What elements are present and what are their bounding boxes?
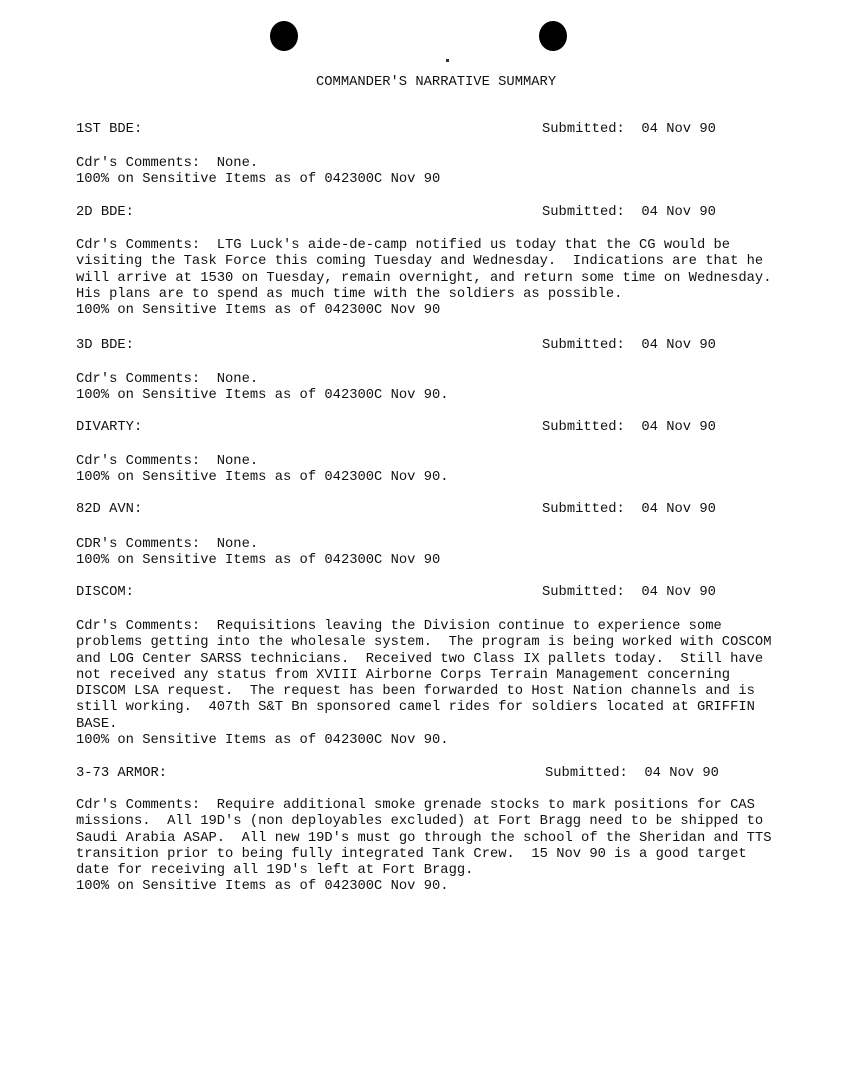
comment-line: problems getting into the wholesale system. The program is being worked with COSCOM — [76, 635, 772, 651]
comment-line: Cdr's Comments: Require additional smoke grenade stocks to mark positions for CAS — [76, 798, 755, 813]
submitted-date: 04 Nov 90 — [641, 205, 716, 220]
unit-comments — [76, 798, 771, 896]
submitted-label: Submitted: — [542, 420, 625, 435]
unit-comments — [76, 454, 449, 487]
submitted-line — [542, 502, 716, 518]
submitted-label: Submitted: — [542, 122, 625, 137]
submitted-line — [542, 585, 716, 601]
submitted-label: Submitted: — [545, 766, 628, 781]
unit-comments — [76, 372, 449, 405]
submitted-label: Submitted: — [542, 205, 625, 220]
comment-line: date for receiving all 19D's left at Fort Bragg. — [76, 863, 474, 879]
comment-line: and LOG Center SARSS technicians. Received two Class IX pallets today. Still have — [76, 651, 764, 667]
comment-line: Cdr's Comments: None. — [76, 372, 259, 387]
comment-line: BASE. — [76, 716, 118, 732]
submitted-label: Submitted: — [542, 502, 625, 517]
comment-line: Cdr's Comments: LTG Luck's aide-de-camp notified us today that the CG would be — [76, 238, 731, 253]
comment-line: 100% on Sensitive Items as of 042300C Nov 90 — [76, 303, 441, 319]
comment-line: will arrive at 1530 on Tuesday, remain overnight, and return some time on Wednesday. — [76, 270, 772, 286]
comment-line: transition prior to being fully integrated Tank Crew. 15 Nov 90 is a good target — [76, 846, 747, 862]
comment-line: 100% on Sensitive Items as of 042300C Nov 90 — [76, 172, 441, 188]
comment-line: CDR's Comments: None. — [76, 537, 259, 552]
submitted-date: 04 Nov 90 — [641, 338, 716, 353]
unit-heading: 82D AVN: — [76, 502, 143, 517]
submitted-date: 04 Nov 90 — [641, 585, 716, 600]
comment-line: 100% on Sensitive Items as of 042300C Nov 90. — [76, 470, 449, 486]
comment-line: missions. All 19D's (non deployables excluded) at Fort Bragg need to be shipped to — [76, 814, 764, 830]
comment-line: not received any status from XVIII Airborne Corps Terrain Management concerning — [76, 667, 731, 683]
unit-comments — [76, 238, 771, 319]
submitted-date: 04 Nov 90 — [644, 766, 719, 781]
submitted-line — [542, 205, 716, 221]
punch-hole-left — [270, 21, 298, 51]
comment-line: Cdr's Comments: None. — [76, 156, 259, 171]
comment-line: DISCOM LSA request. The request has been forwarded to Host Nation channels and is — [76, 684, 755, 700]
submitted-line — [542, 420, 716, 436]
unit-heading: 2D BDE: — [76, 205, 134, 220]
unit-heading: DIVARTY: — [76, 420, 143, 435]
submitted-date: 04 Nov 90 — [641, 502, 716, 517]
comment-line: Saudi Arabia ASAP. All new 19D's must go through the school of the Sheridan and TTS — [76, 830, 772, 846]
comment-line: 100% on Sensitive Items as of 042300C Nov 90 — [76, 553, 441, 569]
unit-heading: 3D BDE: — [76, 338, 134, 353]
comment-line: Cdr's Comments: None. — [76, 454, 259, 469]
comment-line: 100% on Sensitive Items as of 042300C Nov 90. — [76, 733, 449, 749]
comment-line: 100% on Sensitive Items as of 042300C Nov 90. — [76, 879, 449, 895]
unit-comments — [76, 156, 440, 189]
submitted-date: 04 Nov 90 — [641, 122, 716, 137]
submitted-line — [545, 766, 719, 782]
submitted-label: Submitted: — [542, 338, 625, 353]
submitted-line — [542, 338, 716, 354]
comment-line: still working. 407th S&T Bn sponsored camel rides for soldiers located at GRIFFIN — [76, 700, 755, 716]
unit-heading: 1ST BDE: — [76, 122, 143, 137]
submitted-date: 04 Nov 90 — [641, 420, 716, 435]
submitted-label: Submitted: — [542, 585, 625, 600]
unit-heading: DISCOM: — [76, 585, 134, 600]
unit-heading: 3-73 ARMOR: — [76, 766, 168, 781]
document-title: COMMANDER'S NARRATIVE SUMMARY — [316, 75, 557, 90]
unit-comments — [76, 619, 771, 749]
comment-line: Cdr's Comments: Requisitions leaving the Division continue to experience some — [76, 619, 722, 634]
unit-comments — [76, 537, 440, 570]
scan-speck — [446, 59, 449, 62]
comment-line: 100% on Sensitive Items as of 042300C Nov 90. — [76, 388, 449, 404]
comment-line: visiting the Task Force this coming Tuesday and Wednesday. Indications are that he — [76, 254, 764, 270]
comment-line: His plans are to spend as much time with the soldiers as possible. — [76, 286, 623, 302]
submitted-line — [542, 122, 716, 138]
punch-hole-right — [539, 21, 567, 51]
